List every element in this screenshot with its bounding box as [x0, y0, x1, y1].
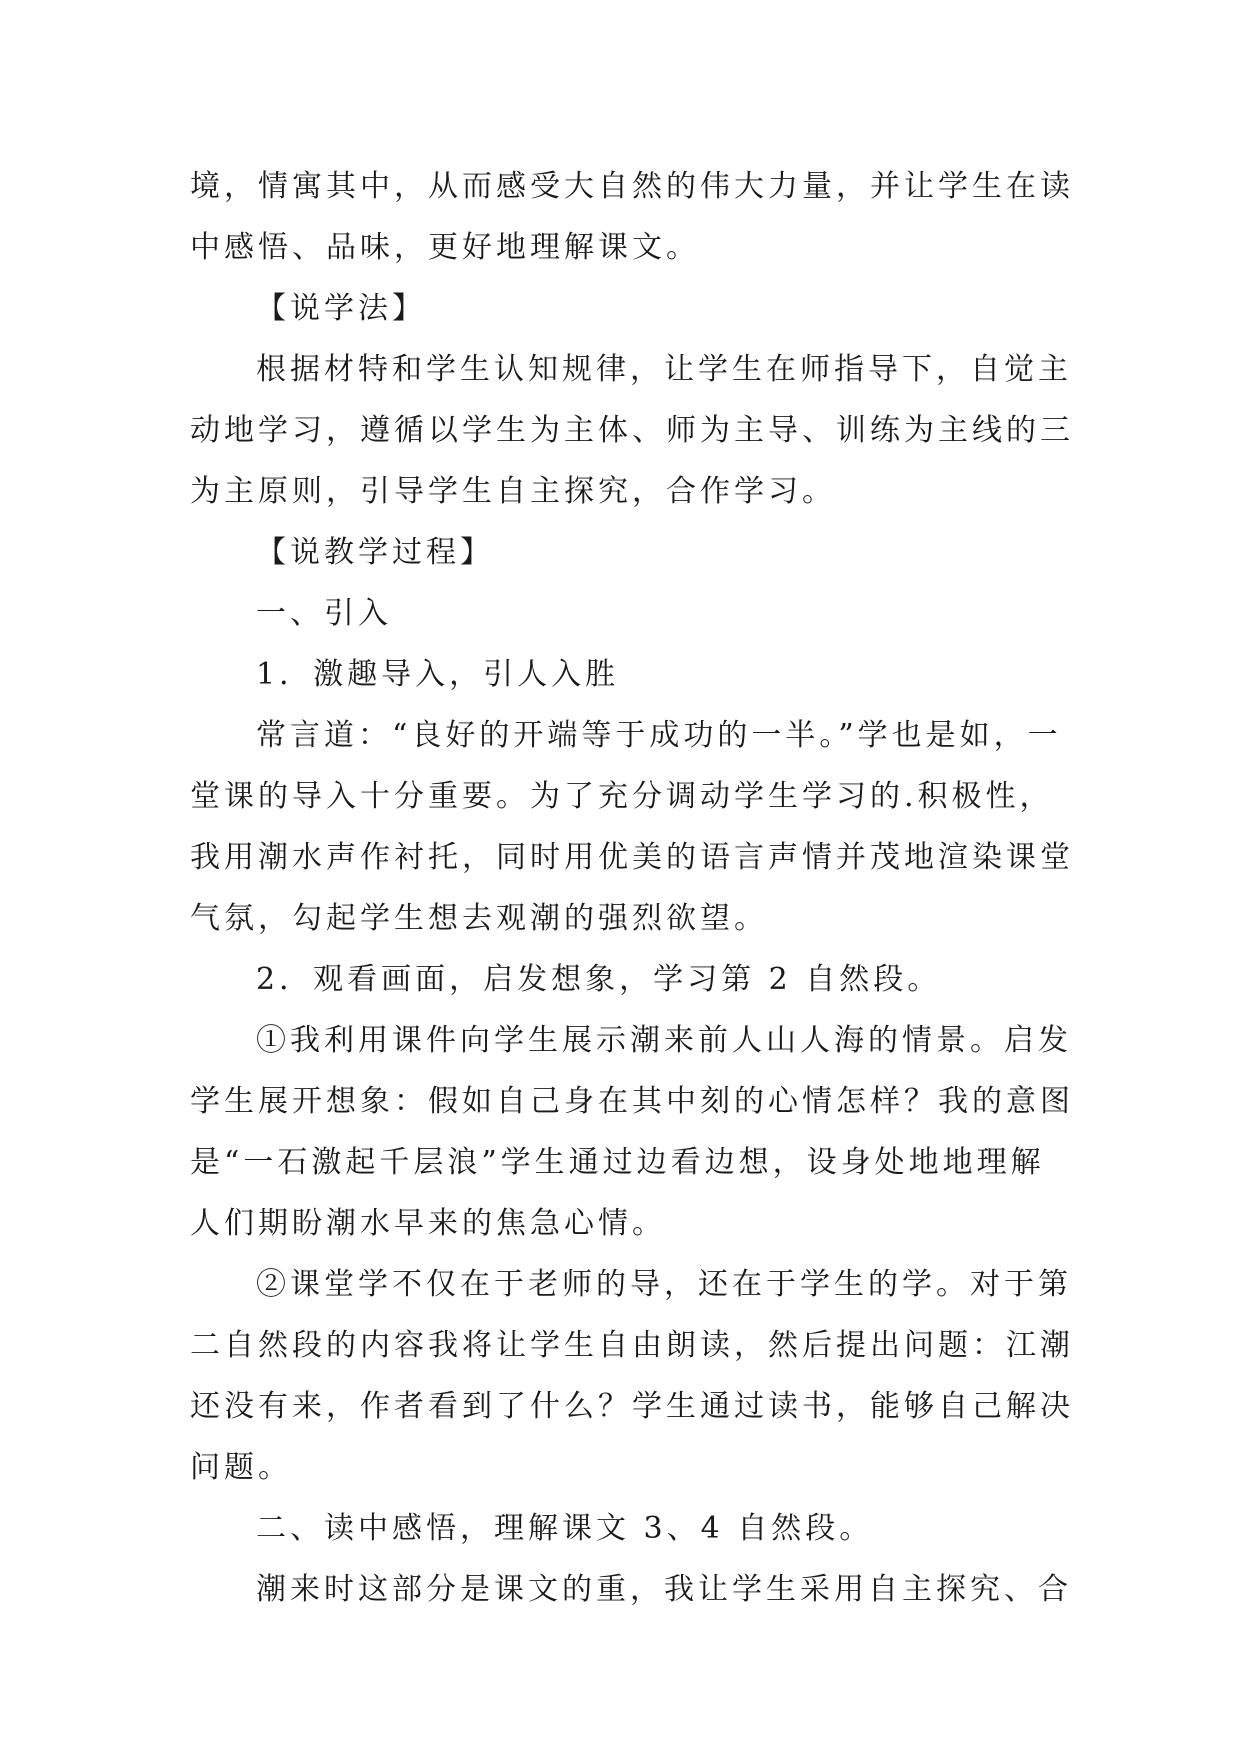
text-line: 是“一石激起千层浪”学生通过边看边想，设身处地地理解 — [190, 1145, 1045, 1180]
text-line: 中感悟、品味，更好地理解课文。 — [190, 230, 700, 265]
subheading-reading: 二、读中感悟，理解课文 3、4 自然段。 — [256, 1511, 874, 1546]
text-line: 动地学习，遵循以学生为主体、师为主导、训练为主线的三 — [190, 413, 1074, 448]
text-line: ②课堂学不仅在于老师的导，还在于学生的学。对于第 — [256, 1267, 1072, 1302]
text-line: 二自然段的内容我将让学生自由朗读，然后提出问题：江潮 — [190, 1328, 1074, 1363]
text-line: 根据材特和学生认知规律，让学生在师指导下，自觉主 — [256, 352, 1072, 387]
text-line: 学生展开想象：假如自己身在其中刻的心情怎样？我的意图 — [190, 1084, 1074, 1119]
section-heading-study-method: 【说学法】 — [256, 291, 426, 326]
text-line: 还没有来，作者看到了什么？学生通过读书，能够自己解决 — [190, 1389, 1074, 1424]
text-line: 常言道：“良好的开端等于成功的一半。”学也是如，一 — [256, 718, 1062, 753]
text-line: 堂课的导入十分重要。为了充分调动学生学习的.积极性， — [190, 779, 1054, 814]
text-line: 为主原则，引导学生自主探究，合作学习。 — [190, 474, 836, 509]
text-line: 问题。 — [190, 1450, 292, 1485]
text-line: ①我利用课件向学生展示潮来前人山人海的情景。启发 — [256, 1023, 1072, 1058]
text-line: 人们期盼潮水早来的焦急心情。 — [190, 1206, 666, 1241]
text-line: 我用潮水声作衬托，同时用优美的语言声情并茂地渲染课堂 — [190, 840, 1074, 875]
list-item-2: 2．观看画面，启发想象，学习第 2 自然段。 — [256, 962, 942, 997]
text-line: 气氛，勾起学生想去观潮的强烈欲望。 — [190, 901, 768, 936]
list-item-1: 1．激趣导入，引人入胜 — [256, 657, 620, 692]
text-line: 境，情寓其中，从而感受大自然的伟大力量，并让学生在读 — [190, 169, 1074, 204]
text-line: 潮来时这部分是课文的重，我让学生采用自主探究、合 — [256, 1572, 1072, 1607]
document-body — [190, 156, 1074, 1620]
section-heading-teaching-process: 【说教学过程】 — [256, 535, 494, 570]
subheading-introduction: 一、引入 — [256, 596, 392, 631]
